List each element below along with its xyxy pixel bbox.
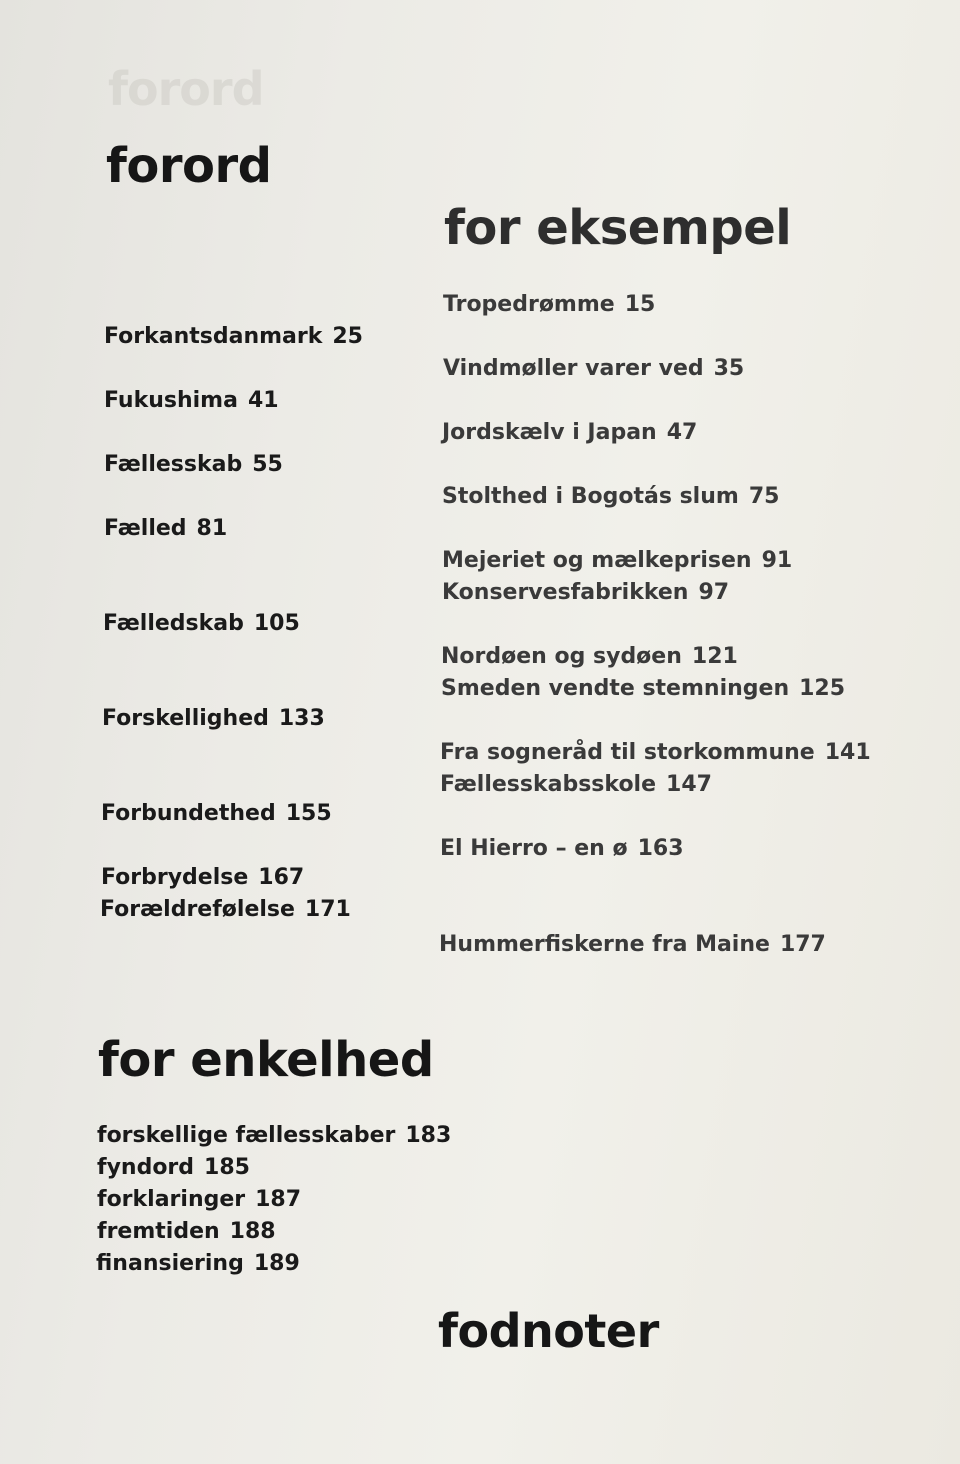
- entry-title: fremtiden: [97, 1219, 220, 1244]
- toc-entry[interactable]: [442, 580, 729, 606]
- toc-entry[interactable]: [441, 676, 845, 702]
- toc-entry[interactable]: [104, 324, 363, 350]
- entry-title: Fra sogneråd til storkommune: [440, 740, 815, 765]
- entry-title: Hummerfiskerne fra Maine: [439, 932, 770, 957]
- entry-page: 183: [405, 1123, 452, 1148]
- entry-title: El Hierro – en ø: [440, 836, 628, 861]
- toc-entry[interactable]: [443, 356, 744, 382]
- entry-page: 91: [761, 548, 793, 573]
- heading-for-enkelhed: for enkelhed: [98, 1032, 434, 1088]
- entry-page: 171: [304, 897, 351, 922]
- toc-entry[interactable]: [100, 897, 351, 923]
- entry-page: 41: [247, 388, 279, 413]
- toc-entry[interactable]: [439, 932, 826, 958]
- entry-page: 185: [204, 1155, 250, 1180]
- entry-page: 25: [332, 324, 363, 349]
- entry-page: 121: [691, 644, 738, 669]
- entry-title: fyndord: [97, 1155, 195, 1180]
- entry-title: Forkantsdanmark: [104, 324, 323, 349]
- entry-page: 35: [713, 356, 745, 381]
- entry-title: Smeden vendte stemningen: [441, 676, 790, 701]
- entry-page: 97: [698, 580, 730, 605]
- entry-page: 189: [253, 1251, 300, 1276]
- entry-title: Forbundethed: [101, 801, 276, 826]
- entry-page: 167: [258, 865, 305, 890]
- entry-page: 47: [666, 420, 698, 445]
- entry-page: 163: [637, 836, 684, 861]
- entry-page: 125: [799, 676, 846, 701]
- show-through-heading: forord: [108, 62, 264, 116]
- toc-entry[interactable]: [440, 772, 712, 798]
- toc-entry[interactable]: [102, 706, 325, 732]
- toc-entry[interactable]: [103, 611, 300, 637]
- entry-title: Jordskælv i Japan: [442, 420, 657, 445]
- toc-entry[interactable]: [96, 1251, 300, 1277]
- heading-for-eksempel: for eksempel: [444, 200, 792, 256]
- toc-entry[interactable]: [101, 801, 332, 827]
- heading-forord: forord: [106, 138, 272, 194]
- entry-title: Fælledskab: [103, 611, 244, 636]
- toc-entry[interactable]: [440, 836, 684, 862]
- toc-entry[interactable]: [101, 865, 304, 891]
- entry-title: finansiering: [96, 1251, 244, 1276]
- toc-entry[interactable]: [441, 644, 738, 670]
- entry-page: 133: [278, 706, 325, 731]
- toc-entry[interactable]: [97, 1219, 276, 1245]
- entry-title: Forbrydelse: [101, 865, 249, 890]
- entry-page: 105: [253, 611, 300, 636]
- toc-entry[interactable]: [104, 452, 283, 478]
- entry-title: Fællesskabsskole: [440, 772, 657, 797]
- toc-entry[interactable]: [442, 484, 779, 510]
- entry-page: 155: [285, 801, 332, 826]
- entry-title: Mejeriet og mælkeprisen: [442, 548, 752, 573]
- toc-entry[interactable]: [442, 420, 697, 446]
- entry-page: 187: [255, 1187, 302, 1212]
- toc-entry[interactable]: [443, 292, 655, 318]
- entry-title: Fællesskab: [104, 452, 243, 477]
- entry-page: 177: [779, 932, 826, 957]
- entry-title: Nordøen og sydøen: [441, 644, 682, 669]
- entry-title: Fælled: [104, 516, 187, 541]
- entry-page: 55: [252, 452, 283, 477]
- entry-page: 15: [624, 292, 656, 317]
- toc-entry[interactable]: [440, 740, 871, 766]
- entry-page: 81: [196, 516, 228, 541]
- toc-entry[interactable]: [97, 1123, 451, 1149]
- toc-entry[interactable]: [97, 1187, 301, 1213]
- entry-title: Fukushima: [104, 388, 238, 413]
- entry-title: Vindmøller varer ved: [443, 356, 704, 381]
- toc-entry[interactable]: [97, 1155, 250, 1181]
- entry-page: 147: [666, 772, 712, 797]
- entry-page: 141: [824, 740, 871, 765]
- entry-title: Stolthed i Bogotás slum: [442, 484, 739, 509]
- toc-entry[interactable]: [104, 388, 279, 414]
- entry-title: Tropedrømme: [443, 292, 615, 317]
- toc-entry[interactable]: [104, 516, 227, 542]
- entry-page: 75: [748, 484, 780, 509]
- toc-entry[interactable]: [442, 548, 792, 574]
- entry-title: Forældrefølelse: [100, 897, 295, 922]
- entry-title: forklaringer: [97, 1187, 246, 1212]
- heading-fodnoter: fodnoter: [438, 1304, 659, 1358]
- entry-title: Forskellighed: [102, 706, 269, 731]
- entry-page: 188: [229, 1219, 276, 1244]
- entry-title: Konservesfabrikken: [442, 580, 689, 605]
- entry-title: forskellige fællesskaber: [97, 1123, 396, 1148]
